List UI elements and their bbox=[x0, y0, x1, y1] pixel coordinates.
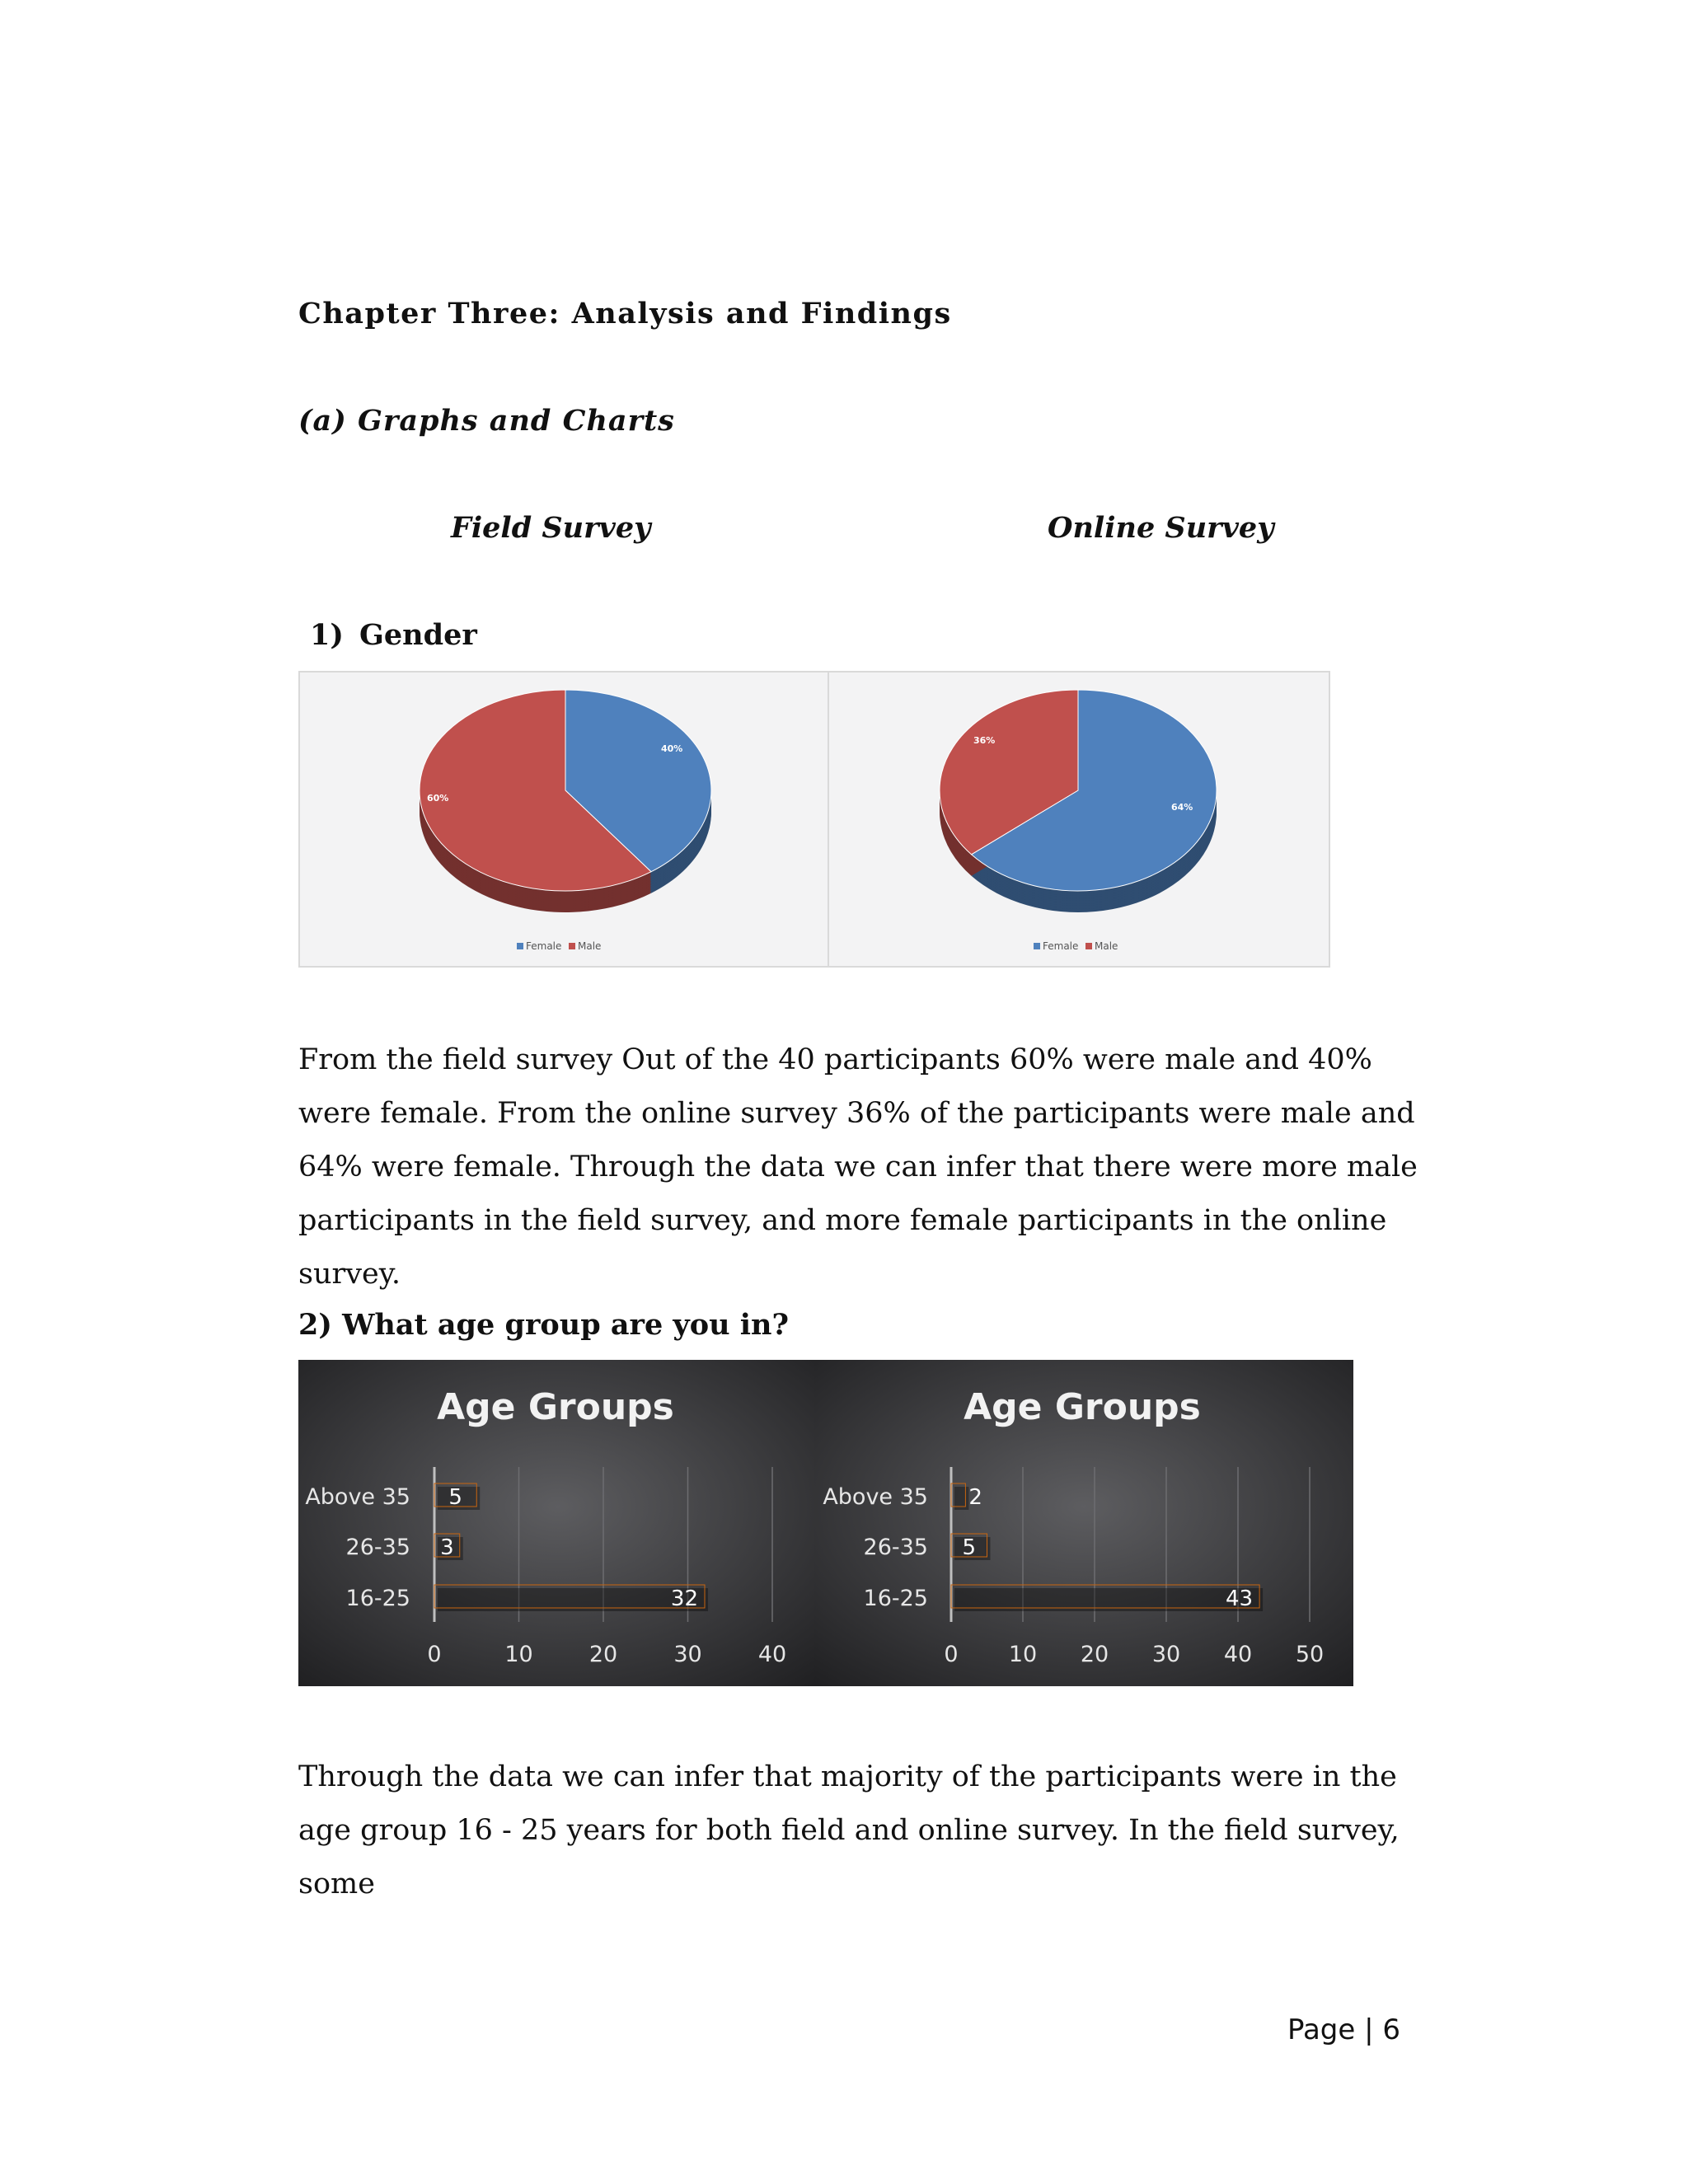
legend-label-male: Male bbox=[1095, 940, 1118, 952]
legend-label-female: Female bbox=[1043, 940, 1079, 952]
online-age-bar-chart bbox=[814, 1360, 1353, 1686]
bar-value-label: 3 bbox=[440, 1535, 454, 1560]
field-gender-pie-chart bbox=[300, 673, 828, 966]
legend-swatch-male bbox=[1085, 943, 1092, 949]
x-tick-label: 30 bbox=[673, 1642, 702, 1667]
pie-data-label-female: 40% bbox=[661, 743, 683, 754]
bar-chart-title: Age Groups bbox=[964, 1386, 1201, 1428]
field-age-bar-chart bbox=[298, 1360, 818, 1686]
y-category-label: 16-25 bbox=[863, 1586, 928, 1611]
bar-value-label: 5 bbox=[448, 1485, 462, 1510]
field-survey-label: Field Survey bbox=[451, 511, 651, 545]
legend-label-female: Female bbox=[526, 940, 562, 952]
x-tick-label: 30 bbox=[1151, 1642, 1181, 1667]
pie-data-label-female: 64% bbox=[1171, 802, 1193, 813]
x-tick-label: 0 bbox=[944, 1642, 959, 1667]
x-tick-label: 10 bbox=[504, 1642, 533, 1667]
y-category-label: Above 35 bbox=[305, 1484, 410, 1510]
pie-data-label-male: 60% bbox=[427, 793, 449, 804]
field-age-bar-panel bbox=[298, 1360, 818, 1686]
pie-data-label-male: 36% bbox=[973, 735, 996, 746]
legend-label-male: Male bbox=[578, 940, 602, 952]
legend-swatch-female bbox=[1034, 943, 1040, 949]
x-tick-label: 20 bbox=[588, 1642, 618, 1667]
y-category-label: Above 35 bbox=[823, 1484, 928, 1510]
online-age-bar-panel bbox=[814, 1360, 1353, 1686]
bar-value-label: 2 bbox=[968, 1485, 982, 1510]
gender-paragraph: From the field survey Out of the 40 participants 60% were male and 40% were female. From the online survey 36% of the participants were male and 64% were female. Through the data we can infer that there were more male participants in the field survey, and more female participants in the online survey. bbox=[298, 1043, 1418, 1291]
x-tick-label: 20 bbox=[1080, 1642, 1109, 1667]
x-tick-label: 0 bbox=[427, 1642, 442, 1667]
bar-value-label: 5 bbox=[962, 1535, 977, 1560]
bar-value-label: 43 bbox=[1226, 1586, 1254, 1611]
chapter-title: Chapter Three: Analysis and Findings bbox=[298, 297, 952, 330]
y-category-label: 16-25 bbox=[345, 1586, 410, 1611]
bar-chart-title: Age Groups bbox=[437, 1386, 674, 1428]
section-title: (a) Graphs and Charts bbox=[298, 404, 675, 438]
online-gender-pie-panel bbox=[828, 671, 1330, 968]
online-survey-label: Online Survey bbox=[1048, 511, 1274, 545]
question-2-title: 2) What age group are you in? bbox=[298, 1308, 789, 1342]
question-1-title: Gender bbox=[359, 618, 477, 652]
x-tick-label: 50 bbox=[1295, 1642, 1325, 1667]
page-number: Page | 6 bbox=[1287, 2013, 1401, 2046]
question-1-number: 1) bbox=[310, 618, 344, 652]
x-tick-label: 10 bbox=[1008, 1642, 1038, 1667]
legend-swatch-female bbox=[517, 943, 523, 949]
x-tick-label: 40 bbox=[1223, 1642, 1253, 1667]
online-gender-pie-chart bbox=[829, 673, 1329, 966]
y-category-label: 26-35 bbox=[345, 1535, 410, 1560]
y-category-label: 26-35 bbox=[863, 1535, 928, 1560]
field-gender-pie-panel bbox=[298, 671, 829, 968]
x-tick-label: 40 bbox=[757, 1642, 787, 1667]
bar-value-label: 32 bbox=[670, 1586, 698, 1611]
legend-swatch-male bbox=[569, 943, 575, 949]
age-paragraph: Through the data we can infer that majority of the participants were in the age group 16 - 25 years for both field and online survey. In the field survey, some bbox=[298, 1760, 1400, 1900]
